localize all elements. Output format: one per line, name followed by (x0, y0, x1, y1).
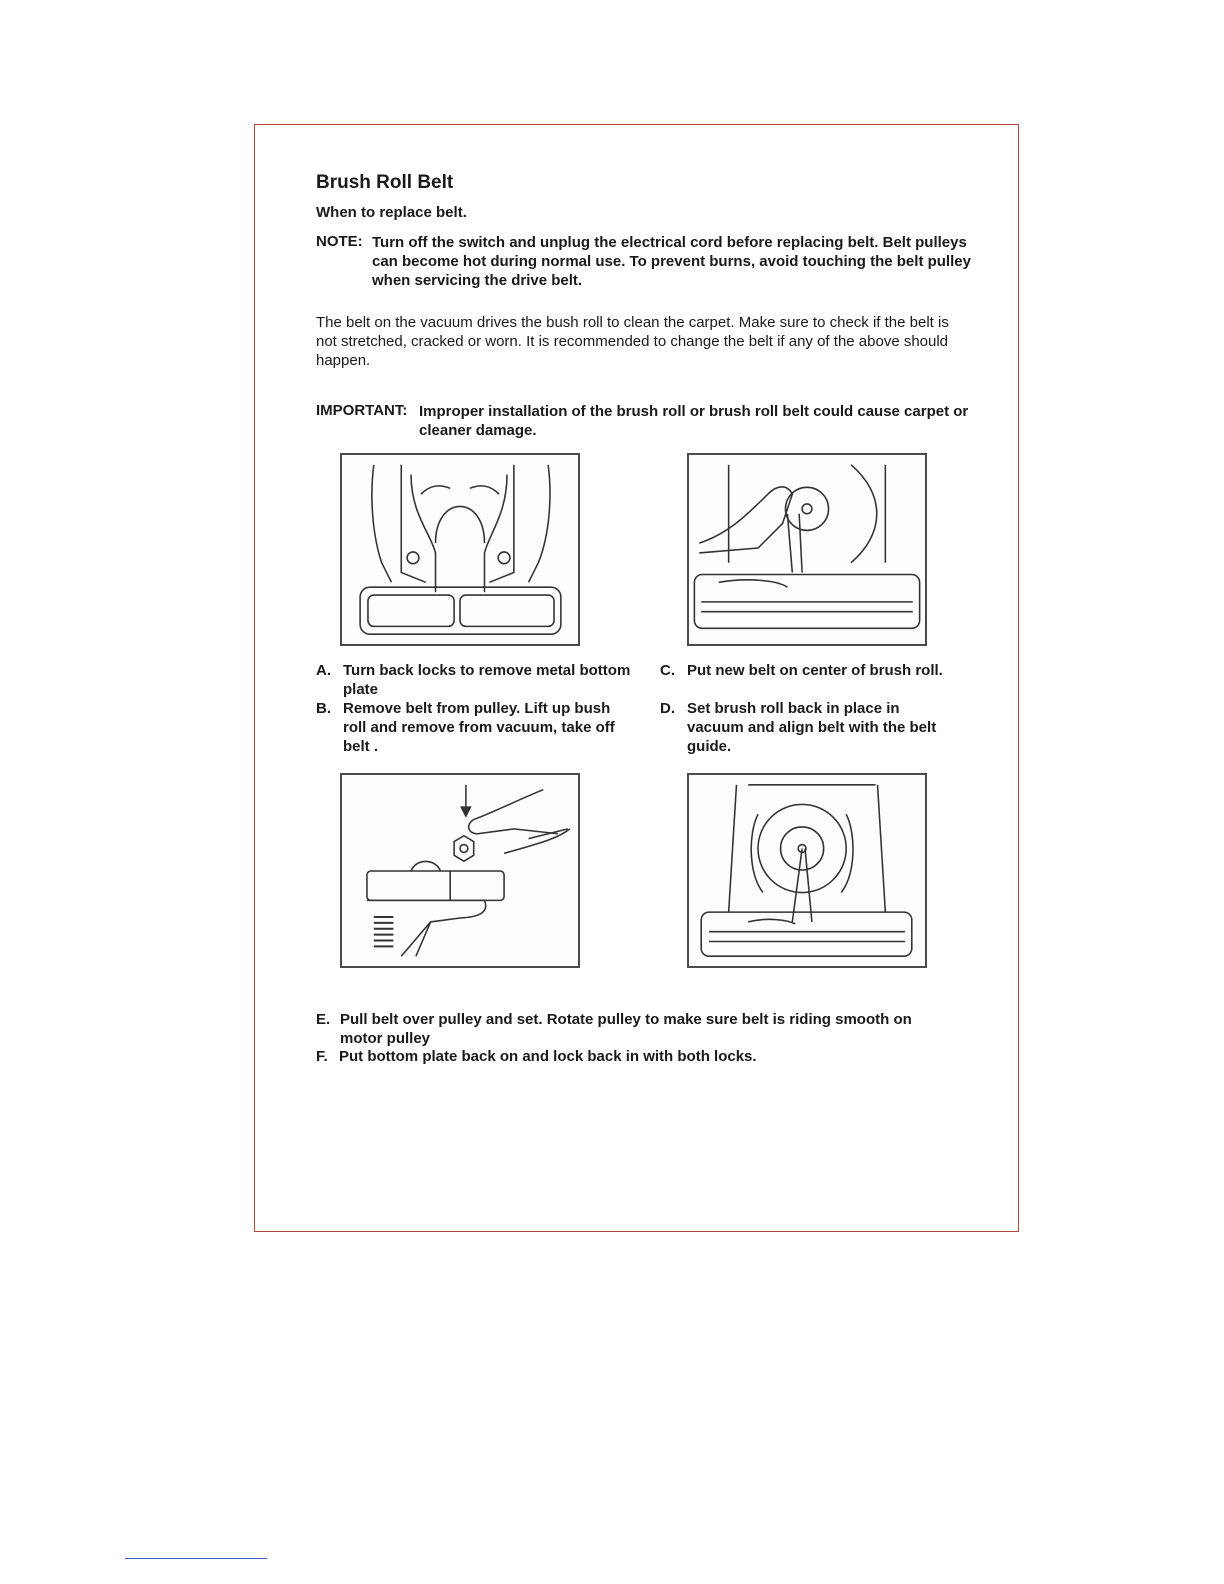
step-c-letter: C. (660, 662, 675, 679)
important-label: IMPORTANT: (316, 402, 408, 419)
footnote-rule (125, 1558, 267, 1559)
page-title: Brush Roll Belt (316, 172, 454, 193)
step-c-text: Put new belt on center of brush roll. (687, 662, 943, 679)
step-f-text: Put bottom plate back on and lock back in with both locks. (339, 1048, 757, 1065)
section-subtitle: When to replace belt. (316, 204, 467, 221)
step-b-letter: B. (316, 700, 331, 717)
step-f-letter: F. (316, 1048, 328, 1065)
body-paragraph: The belt on the vacuum drives the bush roll to clean the carpet. Make sure to check if the belt is not stretched, cracked or worn. It is recommended to change the belt if any of the above should happen. (316, 314, 949, 369)
step-e-text: Pull belt over pulley and set. Rotate pulley to make sure belt is riding smooth on motor pulley (340, 1011, 912, 1047)
step-b-text: Remove belt from pulley. Lift up bush roll and remove from vacuum, take off belt . (343, 700, 615, 755)
note-label: NOTE: (316, 233, 363, 250)
step-a-text: Turn back locks to remove metal bottom plate (343, 662, 631, 698)
step-a (316, 661, 636, 699)
step-e-letter: E. (316, 1011, 331, 1028)
step-a-letter: A. (316, 662, 331, 679)
step-d (660, 699, 960, 756)
figure-align-belt (687, 773, 927, 968)
note-text: Turn off the switch and unplug the electrical cord before replacing belt. Belt pulleys can become hot during normal use. To prevent burns, avoid touching the belt pulley when servicing the drive belt. (372, 234, 971, 289)
step-f (316, 1047, 936, 1066)
figure-remove-plate (340, 453, 580, 646)
step-c (660, 661, 960, 680)
step-e (316, 1010, 936, 1048)
step-b (316, 699, 636, 756)
important-text: Improper installation of the brush roll or brush roll belt could cause carpet or cleaner damage. (419, 403, 969, 439)
figure-remove-belt (687, 453, 927, 646)
figure-belt-pulley (340, 773, 580, 968)
step-d-text: Set brush roll back in place in vacuum and align belt with the belt guide. (687, 700, 937, 755)
step-d-letter: D. (660, 700, 675, 717)
